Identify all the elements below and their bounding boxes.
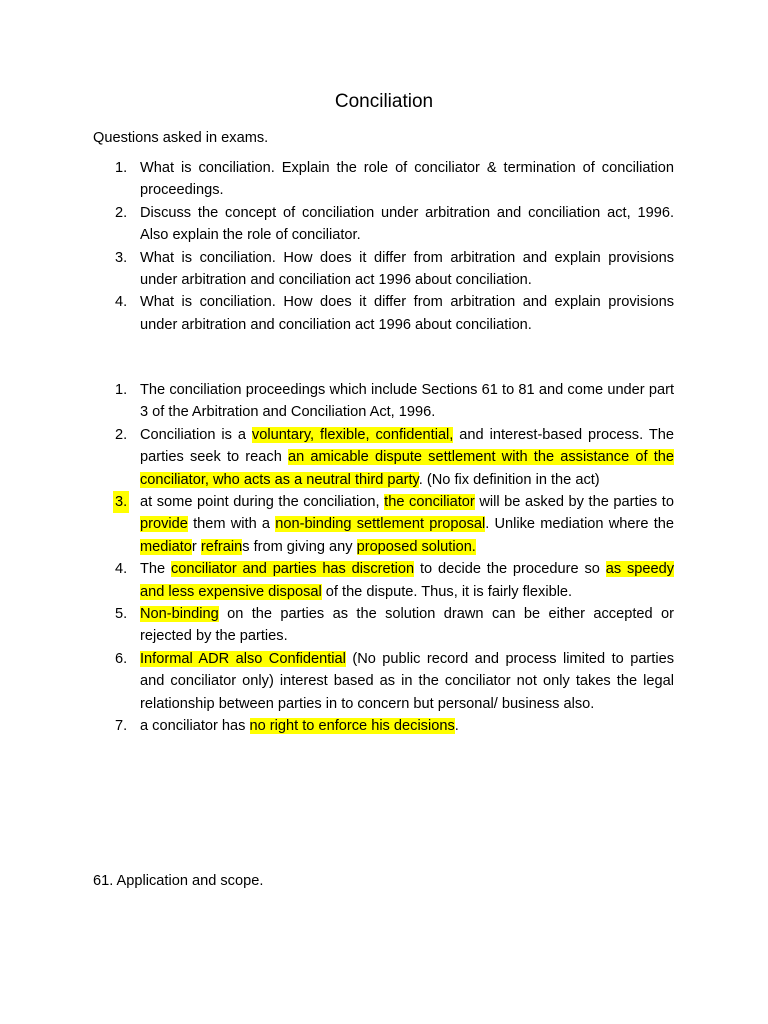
highlighted-text: non-binding settlement proposal xyxy=(275,516,486,533)
text-segment: The conciliation proceedings which include Sections 61 to 81 and come under part 3 of the Arbitration and Conciliation Act, 1996. xyxy=(140,382,674,421)
text-segment: to decide the procedure so xyxy=(414,561,606,578)
text-segment: of the dispute. Thus, it is fairly flexible. xyxy=(321,583,573,600)
list-item-text: Discuss the concept of conciliation under arbitration and conciliation act, 1996. Also explain the role of conciliator. xyxy=(140,204,674,244)
section-heading: 61. Application and scope. xyxy=(93,873,264,889)
list-item xyxy=(93,648,674,715)
list-item xyxy=(93,715,674,737)
list-item xyxy=(93,379,674,424)
list-number: 2. xyxy=(115,204,128,221)
list-number: 4. xyxy=(115,561,128,578)
exam-questions-list xyxy=(93,157,674,336)
list-item xyxy=(93,491,674,558)
highlighted-text: refrain xyxy=(200,538,243,555)
list-item xyxy=(93,157,674,202)
list-number: 5. xyxy=(115,606,128,623)
text-segment: Conciliation is a xyxy=(140,426,252,443)
text-segment: will be asked by the parties to xyxy=(474,494,674,511)
text-segment: on the parties as the solution drawn can be either accepted or rejected by the parties. xyxy=(140,606,674,645)
list-item-text: What is conciliation. How does it differ from arbitration and explain provisions under arbitration and conciliation act 1996 about conciliation. xyxy=(140,249,674,289)
highlighted-text: conciliator and parties has discretion xyxy=(170,561,415,578)
list-item xyxy=(93,247,674,292)
list-number: 7. xyxy=(115,718,128,735)
list-item-text: What is conciliation. Explain the role of conciliator & termination of conciliation proceedings. xyxy=(140,160,674,199)
highlighted-text: mediato xyxy=(140,538,192,555)
list-item xyxy=(93,603,674,648)
list-item-text: What is conciliation. How does it differ from arbitration and explain provisions under arbitration and conciliation act 1996 about conciliation. xyxy=(140,294,674,333)
text-segment: r xyxy=(191,538,201,555)
highlighted-text: the conciliator xyxy=(384,494,475,511)
text-segment: and interest-based process. The parties seek to reach xyxy=(140,426,674,466)
highlighted-text: Non-binding xyxy=(140,606,219,623)
list-item xyxy=(93,424,674,491)
highlighted-text: proposed solution. xyxy=(356,538,476,555)
list-item xyxy=(93,202,674,247)
text-segment: The xyxy=(140,561,171,578)
text-segment: . (No fix definition in the act) xyxy=(418,471,600,488)
list-item xyxy=(93,291,674,336)
highlighted-text: voluntary, flexible, confidential, xyxy=(251,426,454,443)
list-number: 3. xyxy=(113,491,129,513)
text-segment: at some point during the conciliation, xyxy=(140,494,385,511)
highlighted-text: an amicable dispute settlement with the assistance of the conciliator, who acts as a neutral third party xyxy=(140,449,674,488)
list-number: 2. xyxy=(115,426,128,443)
text-segment: (No public record and process limited to parties and conciliator only) interest based as in the conciliator not only takes the legal relationship between parties in to concern but personal/ business also. xyxy=(140,650,674,712)
list-number: 6. xyxy=(115,650,128,667)
intro-text: Questions asked in exams. xyxy=(93,130,269,146)
list-number: 4. xyxy=(115,294,128,311)
list-number: 3. xyxy=(115,249,128,266)
text-segment: a conciliator has xyxy=(140,718,250,735)
list-number: 1. xyxy=(115,382,128,398)
list-item xyxy=(93,558,674,603)
key-points-list xyxy=(93,379,674,738)
text-segment: . xyxy=(454,718,459,735)
list-number: 1. xyxy=(115,160,128,176)
text-segment: them with a xyxy=(187,516,276,533)
highlighted-text: provide xyxy=(140,516,188,533)
highlighted-text: Informal ADR also Confidential xyxy=(140,650,346,667)
page-title: Conciliation xyxy=(334,91,434,112)
text-segment: s from giving any xyxy=(242,538,357,555)
highlighted-text: no right to enforce his decisions xyxy=(249,718,455,735)
highlighted-text: as speedy and less expensive disposal xyxy=(140,561,675,600)
text-segment: . Unlike mediation where the xyxy=(485,516,674,533)
